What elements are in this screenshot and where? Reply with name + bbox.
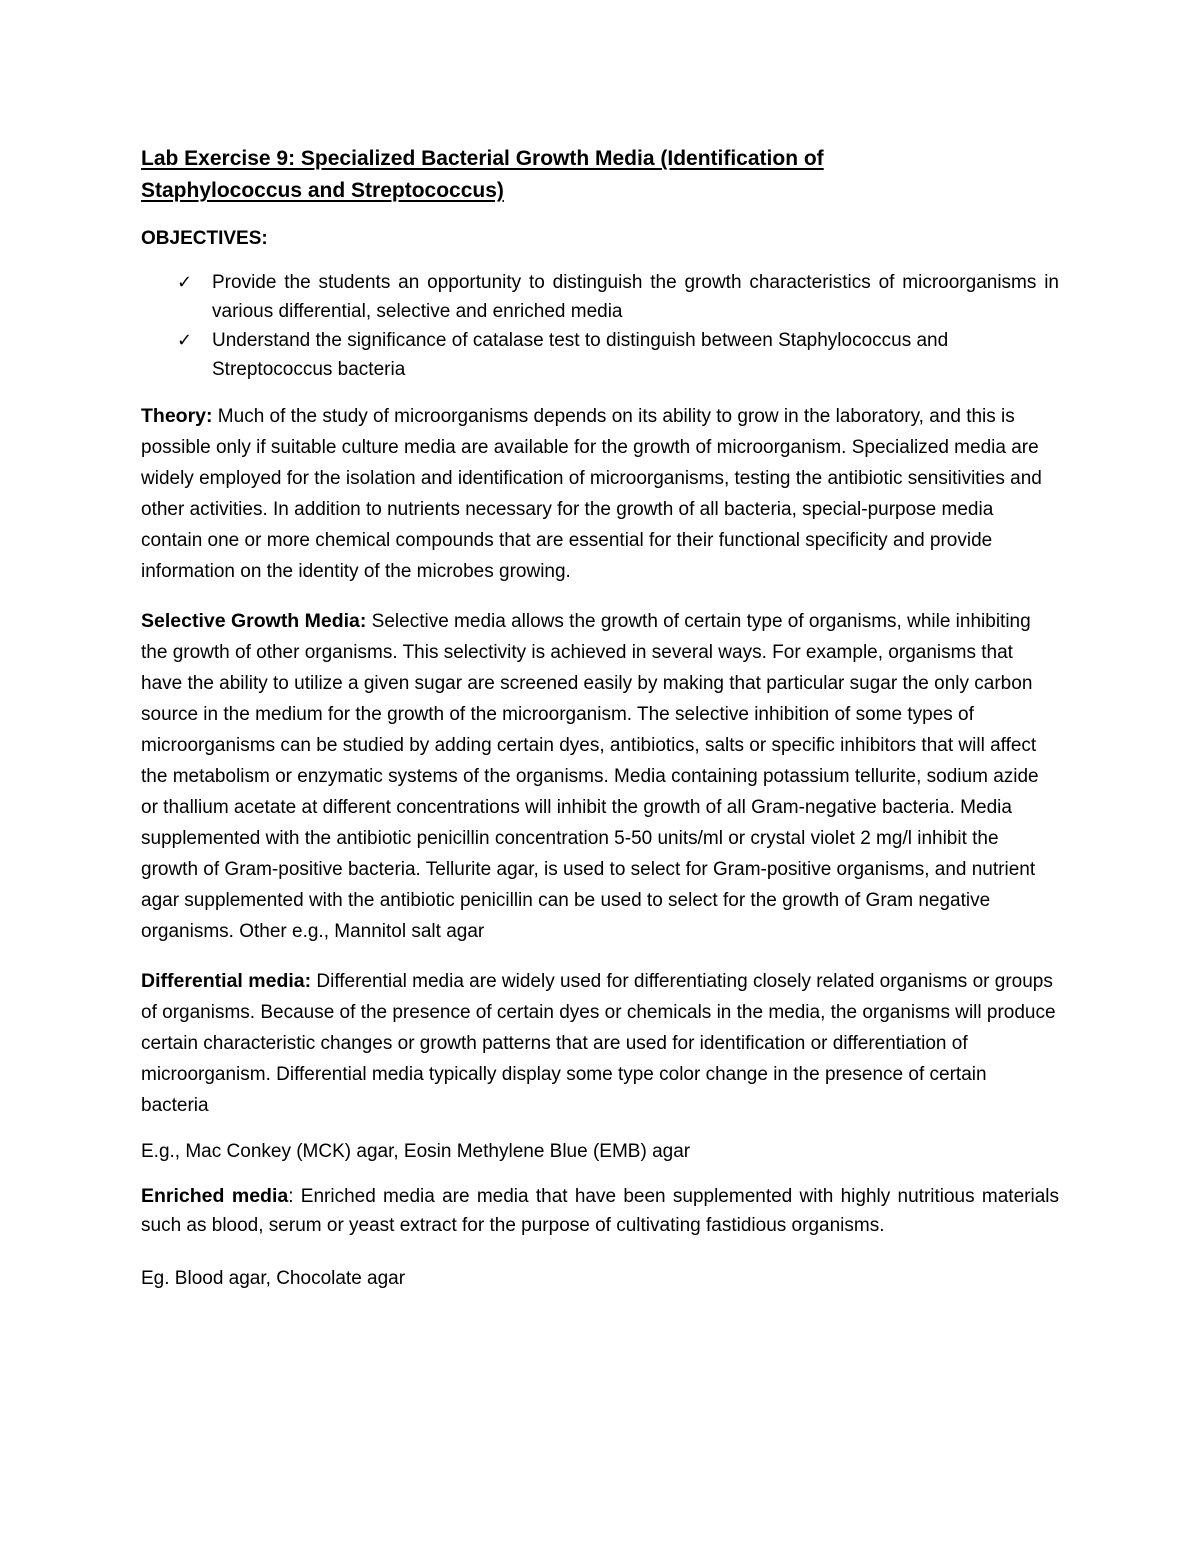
objective-item [141, 326, 1059, 384]
theory-text: Much of the study of microorganisms depends on its ability to grow in the laboratory, and this is possible only if suitable culture media are available for the growth of microorganism. Specialized media are widely employed for the isolation and identification of microorganisms, testing the antibiotic sensitivities and other activities. In addition to nutrients necessary for the growth of all bacteria, special-purpose media contain one or more chemical compounds that are essential for their functional specificity and provide information on the identity of the microbes growing. [141, 406, 1042, 582]
enriched-media-example: Eg. Blood agar, Chocolate agar [141, 1268, 406, 1289]
objective-text: Provide the students an opportunity to distinguish the growth characteristics of microorganisms in various differential, selective and enriched media [212, 272, 1059, 322]
check-icon: ✓ [177, 272, 193, 293]
selective-media-paragraph [141, 606, 1059, 947]
objectives-heading: OBJECTIVES: [141, 228, 268, 249]
document-page [141, 143, 1059, 1294]
differential-media-paragraph [141, 966, 1059, 1121]
differential-media-label: Differential media: [141, 970, 312, 992]
theory-paragraph [141, 401, 1059, 587]
objectives-list [141, 268, 1059, 384]
enriched-media-label: Enriched media [141, 1185, 289, 1207]
theory-label: Theory: [141, 405, 213, 427]
objective-text: Understand the significance of catalase test to distinguish between Staphylococcus and Streptococcus bacteria [212, 330, 949, 380]
enriched-media-text: : Enriched media are media that have been supplemented with highly nutritious materials such as blood, serum or yeast extract for the purpose of cultivating fastidious organisms. [141, 1186, 1059, 1236]
selective-media-text: Selective media allows the growth of certain type of organisms, while inhibiting the growth of other organisms. This selectivity is achieved in several ways. For example, organisms that have the ability to utilize a given sugar are screened easily by making that particular sugar the only carbon source in the medium for the growth of the microorganism. The selective inhibition of some types of microorganisms can be studied by adding certain dyes, antibiotics, salts or specific inhibitors that will affect the metabolism or enzymatic systems of the organisms. Media containing potassium tellurite, sodium azide or thallium acetate at different concentrations will inhibit the growth of all Gram-negative bacteria. Media supplemented with the antibiotic penicillin concentration 5-50 units/ml or crystal violet 2 mg/l inhibit the growth of Gram-positive bacteria. Tellurite agar, is used to select for Gram-positive organisms, and nutrient agar supplemented with the antibiotic penicillin can be used to select for the growth of Gram negative organisms. Other e.g., Mannitol salt agar [141, 611, 1039, 942]
enriched-media-paragraph [141, 1182, 1059, 1240]
selective-media-label: Selective Growth Media: [141, 610, 367, 632]
check-icon: ✓ [177, 330, 193, 351]
objective-item [141, 268, 1059, 326]
title-line-2: Staphylococcus and Streptococcus) [141, 179, 504, 202]
differential-media-example: E.g., Mac Conkey (MCK) agar, Eosin Methylene Blue (EMB) agar [141, 1141, 691, 1162]
document-title [141, 143, 1059, 207]
differential-media-text: Differential media are widely used for differentiating closely related organisms or groups of organisms. Because of the presence of certain dyes or chemicals in the media, the organisms will produce certain characteristic changes or growth patterns that are used for identification or differentiation of microorganism. Differential media typically display some type color change in the presence of certain bacteria [141, 971, 1056, 1116]
title-line-1: Lab Exercise 9: Specialized Bacterial Growth Media (Identification of [141, 147, 824, 170]
